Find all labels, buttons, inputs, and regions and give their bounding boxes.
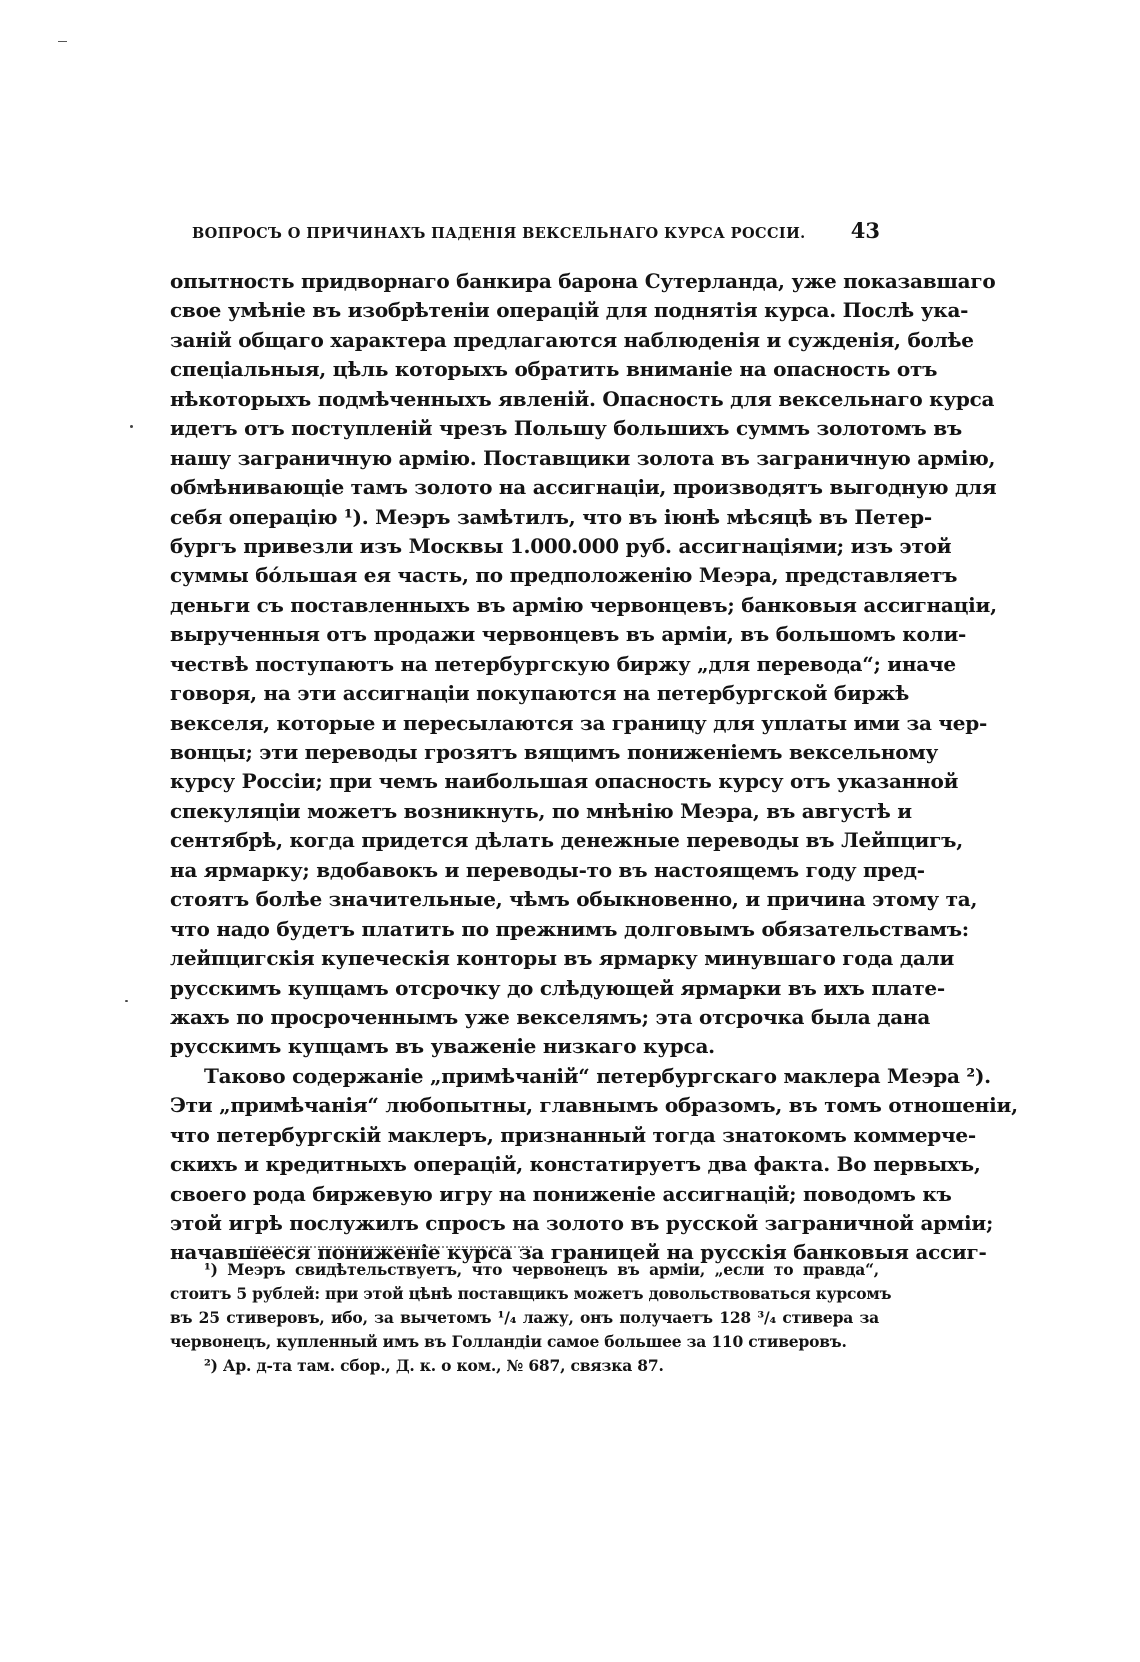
- text-line: скихъ и кредитныхъ операцій, констатируетъ два факта. Во первыхъ,: [170, 1152, 981, 1177]
- text-line: векселя, которые и пересылаются за границу для уплаты ими за чер-: [170, 710, 988, 735]
- footnote-line: въ 25 стиверовъ, ибо, за вычетомъ ¹/₄ лажу, онъ получаетъ 128 ³/₄ стивера за: [170, 1308, 879, 1327]
- text-line: жахъ по просроченнымъ уже векселямъ; эта отсрочка была дана: [170, 1004, 931, 1029]
- text-line: Эти „примѣчанія“ любопытны, главнымъ образомъ, въ томъ отношеніи,: [170, 1093, 1018, 1118]
- text-line: деньги съ поставленныхъ въ армію червонцевъ; банковыя ассигнаціи,: [170, 592, 997, 617]
- text-line: спекуляціи можетъ возникнуть, по мнѣнію Меэра, въ августѣ и: [170, 798, 912, 823]
- text-line: говоря, на эти ассигнаціи покупаются на петербургской биржѣ: [170, 681, 910, 706]
- footnote-line: червонецъ, купленный имъ въ Голландіи самое большее за 110 стиверовъ.: [170, 1332, 847, 1351]
- footnote-line: ²) Ар. д-та там. сбор., Д. к. о ком., № 687, связка 87.: [204, 1356, 664, 1375]
- text-line: что надо будетъ платить по прежнимъ долговымъ обязательствамъ:: [170, 916, 969, 941]
- text-line: обмѣнивающіе тамъ золото на ассигнаціи, производятъ выгодную для: [170, 475, 997, 500]
- text-line: сентябрѣ, когда придется дѣлать денежные переводы въ Лейпцигъ,: [170, 828, 963, 853]
- running-head: [192, 218, 880, 248]
- footnote-separator: [250, 1246, 532, 1248]
- text-line: опытность придворнаго банкира барона Сутерланда, уже показавшаго: [170, 269, 996, 293]
- text-line: суммы бо́льшая ея часть, по предположенію Меэра, представляетъ: [170, 563, 958, 588]
- text-line: что петербургскій маклеръ, признанный тогда знатокомъ коммерче-: [170, 1122, 976, 1147]
- text-line: себя операцію ¹). Меэръ замѣтилъ, что въ іюнѣ мѣсяцѣ въ Петер-: [170, 504, 932, 529]
- scan-speck: [125, 1000, 128, 1002]
- text-line: бургъ привезли изъ Москвы 1.000.000 руб. ассигнаціями; изъ этой: [170, 533, 952, 558]
- body-text: [170, 267, 1018, 1268]
- text-line: вонцы; эти переводы грозятъ вящимъ пониженіемъ вексельному: [170, 740, 939, 764]
- text-line: заній общаго характера предлагаются наблюденія и сужденія, болѣе: [170, 327, 974, 352]
- footnotes: [170, 1258, 892, 1378]
- text-line: русскимъ купцамъ отсрочку до слѣдующей ярмарки въ ихъ плате-: [170, 975, 945, 1000]
- running-title: ВОПРОСЪ О ПРИЧИНАХЪ ПАДЕНІЯ ВЕКСЕЛЬНАГО КУРСА РОССІИ.: [192, 225, 806, 242]
- footnote-line: ¹) Меэръ свидѣтельствуетъ, что червонецъ въ арміи, „если то правда“,: [204, 1260, 879, 1279]
- page-number: 43: [850, 218, 880, 243]
- text-line: идетъ отъ поступленій чрезъ Польшу большихъ суммъ золотомъ въ: [170, 416, 962, 441]
- footnote-line: стоитъ 5 рублей: при этой цѣнѣ поставщикъ можетъ довольствоваться курсомъ: [170, 1284, 892, 1303]
- scan-mark: [58, 41, 67, 42]
- text-line: стоятъ болѣе значительные, чѣмъ обыкновенно, и причина этому та,: [170, 887, 978, 912]
- scan-speck: [130, 425, 133, 428]
- text-line: спеціальныя, цѣль которыхъ обратить вниманіе на опасность отъ: [170, 357, 938, 382]
- text-line: нашу заграничную армію. Поставщики золота въ заграничную армію,: [170, 445, 996, 470]
- text-line: Таково содержаніе „примѣчаній“ петербургскаго маклера Меэра ²).: [204, 1063, 991, 1088]
- text-line: нѣкоторыхъ подмѣченныхъ явленій. Опасность для вексельнаго курса: [170, 386, 995, 411]
- text-line: курсу Россіи; при чемъ наибольшая опасность курсу отъ указанной: [170, 769, 959, 794]
- text-line: этой игрѣ послужилъ спросъ на золото въ русской заграничной арміи;: [170, 1211, 994, 1235]
- text-line: своего рода биржевую игру на пониженіе ассигнацій; поводомъ къ: [170, 1181, 952, 1206]
- text-line: русскимъ купцамъ въ уваженіе низкаго курса.: [170, 1034, 715, 1059]
- text-line: вырученныя отъ продажи червонцевъ въ арміи, въ большомъ коли-: [170, 622, 967, 647]
- text-line: свое умѣніе въ изобрѣтеніи операцій для поднятія курса. Послѣ ука-: [170, 298, 969, 323]
- text-line: начавшееся пониженіе курса за границей на русскія банковыя ассиг-: [170, 1240, 987, 1265]
- text-line: чествѣ поступаютъ на петербургскую биржу „для перевода“; иначе: [170, 651, 956, 676]
- text-line: лейпцигскія купеческія конторы въ ярмарку минувшаго года дали: [170, 946, 955, 971]
- text-line: на ярмарку; вдобавокъ и переводы-то въ настоящемъ году пред-: [170, 857, 925, 882]
